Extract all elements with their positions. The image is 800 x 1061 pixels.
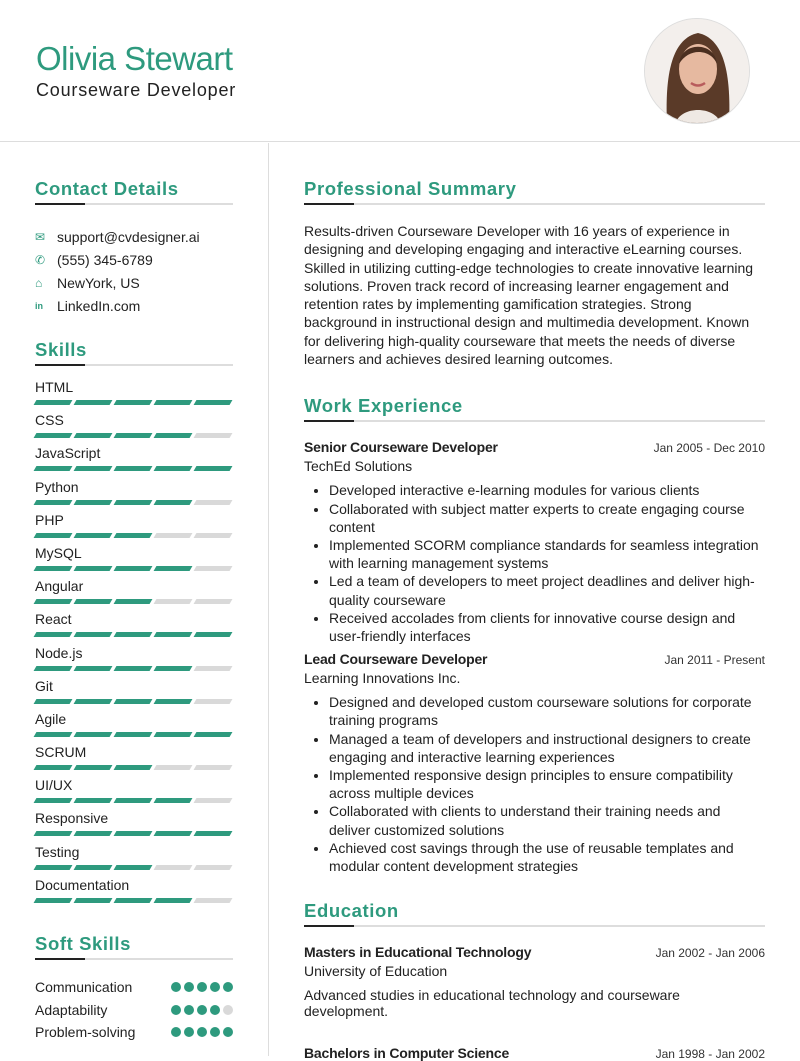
envelope-icon: ✉ <box>35 229 46 244</box>
job-bullet: • Developed interactive e-learning modules for various clients <box>329 481 765 499</box>
job-title: Lead Courseware Developer <box>304 651 488 668</box>
skill-segment <box>194 865 233 870</box>
skill-segment <box>74 433 113 438</box>
soft-skill-name: Communication <box>35 979 133 996</box>
job-bullet: • Implemented SCORM compliance standards for seamless integration with learning management systems <box>329 536 765 572</box>
skill-level-bar <box>35 699 233 704</box>
skill-name: MySQL <box>35 544 82 561</box>
skill-segment <box>194 798 233 803</box>
rating-dot <box>210 1027 220 1037</box>
skill-level-bar <box>35 865 233 870</box>
skill-segment <box>194 699 233 704</box>
skill-segment <box>154 865 193 870</box>
rating-dot <box>171 1027 181 1037</box>
job-bullet: • Managed a team of developers and instructional designers to create engaging and interactive learning experiences <box>329 730 765 766</box>
skill-item <box>35 542 233 575</box>
skill-item <box>35 675 233 708</box>
skill-segment <box>114 466 153 471</box>
skill-item <box>35 741 233 774</box>
candidate-name: Olivia Stewart <box>36 40 233 77</box>
skill-segment <box>154 898 193 903</box>
skill-item <box>35 708 233 741</box>
skill-segment <box>114 831 153 836</box>
skills-section <box>35 339 233 907</box>
skill-segment <box>114 400 153 405</box>
rating-dot <box>184 982 194 992</box>
summary-text: Results-driven Courseware Developer with 16 years of experience in designing and developing engaging and interactive eLearning courses. Skilled in utilizing cutting-edge technologies to create innovative learning solutions. Proven track record of increasing learner engagement and retention rates by implementing gamification strategies. Strong background in instructional design and multimedia development. Known for delivering high-quality courseware that meets the needs of diverse learners and achieves desired learning outcomes. <box>304 223 754 368</box>
skill-segment <box>34 865 73 870</box>
skill-level-bar <box>35 500 233 505</box>
education-header <box>304 1045 765 1061</box>
skill-segment <box>154 400 193 405</box>
job-header <box>304 651 765 667</box>
section-title: Skills <box>35 339 87 360</box>
job-entry <box>304 439 765 645</box>
skill-segment <box>34 632 73 637</box>
skill-segment <box>114 765 153 770</box>
skill-level-bar <box>35 533 233 538</box>
skill-name: PHP <box>35 511 64 528</box>
section-title: Work Experience <box>304 395 463 417</box>
rating-dot <box>223 982 233 992</box>
job-dates: Jan 2011 - Present <box>664 653 765 668</box>
rating-dot <box>223 1005 233 1015</box>
contact-text: support@cvdesigner.ai <box>57 228 200 245</box>
skill-name: JavaScript <box>35 445 101 462</box>
skill-name: Testing <box>35 843 80 860</box>
phone-icon: ✆ <box>35 252 46 267</box>
skill-segment <box>114 632 153 637</box>
skill-name: Python <box>35 478 79 495</box>
job-bullet: • Received accolades from clients for innovative course design and user-friendly interfaces <box>329 609 765 645</box>
skill-segment <box>114 898 153 903</box>
skill-segment <box>154 765 193 770</box>
contact-section <box>35 178 233 317</box>
skill-name: SCRUM <box>35 744 87 761</box>
skill-item <box>35 774 233 807</box>
skill-level-bar <box>35 898 233 903</box>
profile-photo <box>644 18 750 124</box>
job-bullet: • Achieved cost savings through the use of reusable templates and modular content development strategies <box>329 839 765 875</box>
skill-segment <box>34 466 73 471</box>
skill-item <box>35 841 233 874</box>
skill-item <box>35 608 233 641</box>
education-dates: Jan 2002 - Jan 2006 <box>655 946 765 961</box>
skill-item <box>35 807 233 840</box>
skill-segment <box>34 433 73 438</box>
education-dates: Jan 1998 - Jan 2002 <box>655 1047 765 1061</box>
skill-level-bar <box>35 400 233 405</box>
job-bullet: • Designed and developed custom courseware solutions for corporate training programs <box>329 693 765 729</box>
skill-segment <box>74 466 113 471</box>
section-title: Professional Summary <box>304 178 517 199</box>
skill-segment <box>194 898 233 903</box>
skill-name: Node.js <box>35 644 83 661</box>
skill-segment <box>154 831 193 836</box>
skill-item <box>35 476 233 509</box>
skill-level-bar <box>35 566 233 571</box>
skill-segment <box>114 865 153 870</box>
skill-segment <box>154 666 193 671</box>
section-divider <box>35 203 233 205</box>
contact-item <box>35 271 233 294</box>
soft-skill-rating <box>171 1005 233 1015</box>
skill-segment <box>34 500 73 505</box>
experience-section <box>304 395 765 875</box>
skill-name: Documentation <box>35 876 130 893</box>
skill-segment <box>154 699 193 704</box>
job-dates: Jan 2005 - Dec 2010 <box>653 441 765 456</box>
skill-segment <box>74 831 113 836</box>
job-entry <box>304 651 765 875</box>
education-description: Advanced studies in educational technology and courseware development. <box>304 987 680 1020</box>
soft-skill-rating <box>171 1027 233 1037</box>
skill-segment <box>154 500 193 505</box>
rating-dot <box>197 982 207 992</box>
skill-segment <box>34 898 73 903</box>
skill-segment <box>114 500 153 505</box>
section-divider <box>35 364 233 366</box>
skill-name: CSS <box>35 412 64 429</box>
home-icon: ⌂ <box>35 275 43 290</box>
skill-segment <box>34 400 73 405</box>
rating-dot <box>210 982 220 992</box>
skill-segment <box>114 599 153 604</box>
skill-segment <box>194 632 233 637</box>
job-bullet: • Implemented responsive design principles to ensure compatibility across multiple devices <box>329 766 765 802</box>
skill-segment <box>154 798 193 803</box>
contact-item[interactable] <box>35 225 233 248</box>
school-name: University of Education <box>304 963 448 980</box>
right-column <box>304 178 765 1061</box>
skill-item <box>35 442 233 475</box>
skill-level-bar <box>35 831 233 836</box>
job-bullet: • Collaborated with clients to understand their training needs and deliver customized solutions <box>329 802 765 838</box>
skill-segment <box>74 765 113 770</box>
skill-level-bar <box>35 433 233 438</box>
job-bullets <box>304 481 765 645</box>
skill-segment <box>34 699 73 704</box>
soft-skill-item <box>35 999 233 1022</box>
soft-skill-item <box>35 1021 233 1044</box>
skill-segment <box>34 533 73 538</box>
skill-segment <box>154 433 193 438</box>
skill-name: Git <box>35 677 53 694</box>
skill-segment <box>114 533 153 538</box>
skill-segment <box>194 466 233 471</box>
skill-level-bar <box>35 666 233 671</box>
skill-segment <box>194 400 233 405</box>
skill-segment <box>194 732 233 737</box>
section-divider <box>304 420 765 422</box>
skill-segment <box>194 599 233 604</box>
rating-dot <box>171 982 181 992</box>
contact-text: LinkedIn.com <box>57 297 141 314</box>
skill-segment <box>34 566 73 571</box>
soft-skill-name: Problem-solving <box>35 1024 136 1041</box>
linkedin-icon: in <box>35 300 43 311</box>
skill-segment <box>74 500 113 505</box>
skill-segment <box>114 566 153 571</box>
job-title: Senior Courseware Developer <box>304 439 498 456</box>
section-title: Soft Skills <box>35 933 132 954</box>
skill-level-bar <box>35 765 233 770</box>
contact-item[interactable] <box>35 248 233 271</box>
company-name: TechEd Solutions <box>304 458 413 475</box>
skill-segment <box>34 798 73 803</box>
education-entry <box>304 1045 765 1061</box>
skill-segment <box>74 632 113 637</box>
skill-segment <box>34 599 73 604</box>
skill-segment <box>34 732 73 737</box>
rating-dot <box>171 1005 181 1015</box>
skill-segment <box>194 500 233 505</box>
job-bullets <box>304 693 765 875</box>
skill-segment <box>114 699 153 704</box>
section-title: Contact Details <box>35 178 179 199</box>
skill-level-bar <box>35 798 233 803</box>
skill-segment <box>114 666 153 671</box>
contact-text: (555) 345-6789 <box>57 251 153 268</box>
left-column <box>35 178 233 1044</box>
skill-segment <box>74 699 113 704</box>
section-divider <box>35 958 233 960</box>
skill-segment <box>74 533 113 538</box>
skill-segment <box>34 765 73 770</box>
skill-segment <box>154 732 193 737</box>
skill-level-bar <box>35 632 233 637</box>
section-divider <box>304 925 765 927</box>
rating-dot <box>197 1027 207 1037</box>
rating-dot <box>210 1005 220 1015</box>
skill-level-bar <box>35 732 233 737</box>
skill-item <box>35 642 233 675</box>
skill-segment <box>74 566 113 571</box>
rating-dot <box>184 1027 194 1037</box>
education-header <box>304 944 765 960</box>
job-header <box>304 439 765 455</box>
skill-segment <box>34 831 73 836</box>
summary-section <box>304 178 765 368</box>
skill-item <box>35 575 233 608</box>
job-bullet: • Collaborated with subject matter experts to create engaging course content <box>329 500 765 536</box>
skill-segment <box>74 732 113 737</box>
rating-dot <box>223 1027 233 1037</box>
skill-segment <box>114 433 153 438</box>
job-bullet: • Led a team of developers to meet project deadlines and deliver high-quality courseware <box>329 572 765 608</box>
skill-segment <box>154 533 193 538</box>
skill-name: HTML <box>35 379 74 395</box>
education-entry <box>304 944 765 1019</box>
skill-segment <box>74 798 113 803</box>
skill-segment <box>194 831 233 836</box>
skill-segment <box>194 566 233 571</box>
skill-item <box>35 874 233 907</box>
skill-segment <box>74 666 113 671</box>
skill-segment <box>74 898 113 903</box>
rating-dot <box>197 1005 207 1015</box>
skill-name: Responsive <box>35 810 109 827</box>
skill-item <box>35 509 233 542</box>
company-name: Learning Innovations Inc. <box>304 670 461 687</box>
skill-segment <box>154 632 193 637</box>
contact-item[interactable] <box>35 294 233 317</box>
candidate-role: Courseware Developer <box>36 80 237 100</box>
skill-segment <box>154 466 193 471</box>
skill-segment <box>194 765 233 770</box>
skill-segment <box>114 798 153 803</box>
soft-skills-section <box>35 933 233 1044</box>
skill-name: Angular <box>35 578 84 595</box>
skill-segment <box>74 865 113 870</box>
section-divider <box>304 203 765 205</box>
contact-text: NewYork, US <box>57 274 140 291</box>
skill-item <box>35 409 233 442</box>
skill-name: Agile <box>35 710 67 727</box>
skill-segment <box>34 666 73 671</box>
resume-header <box>0 0 800 142</box>
education-section <box>304 900 765 1061</box>
skill-name: React <box>35 611 72 628</box>
soft-skill-name: Adaptability <box>35 1001 108 1018</box>
skill-segment <box>154 599 193 604</box>
degree: Masters in Educational Technology <box>304 944 532 961</box>
skill-item <box>35 376 233 409</box>
skill-level-bar <box>35 466 233 471</box>
soft-skill-item <box>35 976 233 999</box>
skill-segment <box>194 433 233 438</box>
skill-segment <box>194 666 233 671</box>
rating-dot <box>184 1005 194 1015</box>
section-title: Education <box>304 900 399 922</box>
column-divider <box>268 143 269 1056</box>
skill-segment <box>74 599 113 604</box>
skill-name: UI/UX <box>35 777 73 794</box>
skill-segment <box>154 566 193 571</box>
degree: Bachelors in Computer Science <box>304 1045 510 1061</box>
skill-level-bar <box>35 599 233 604</box>
skill-segment <box>74 400 113 405</box>
skill-segment <box>114 732 153 737</box>
skill-segment <box>194 533 233 538</box>
soft-skill-rating <box>171 982 233 992</box>
